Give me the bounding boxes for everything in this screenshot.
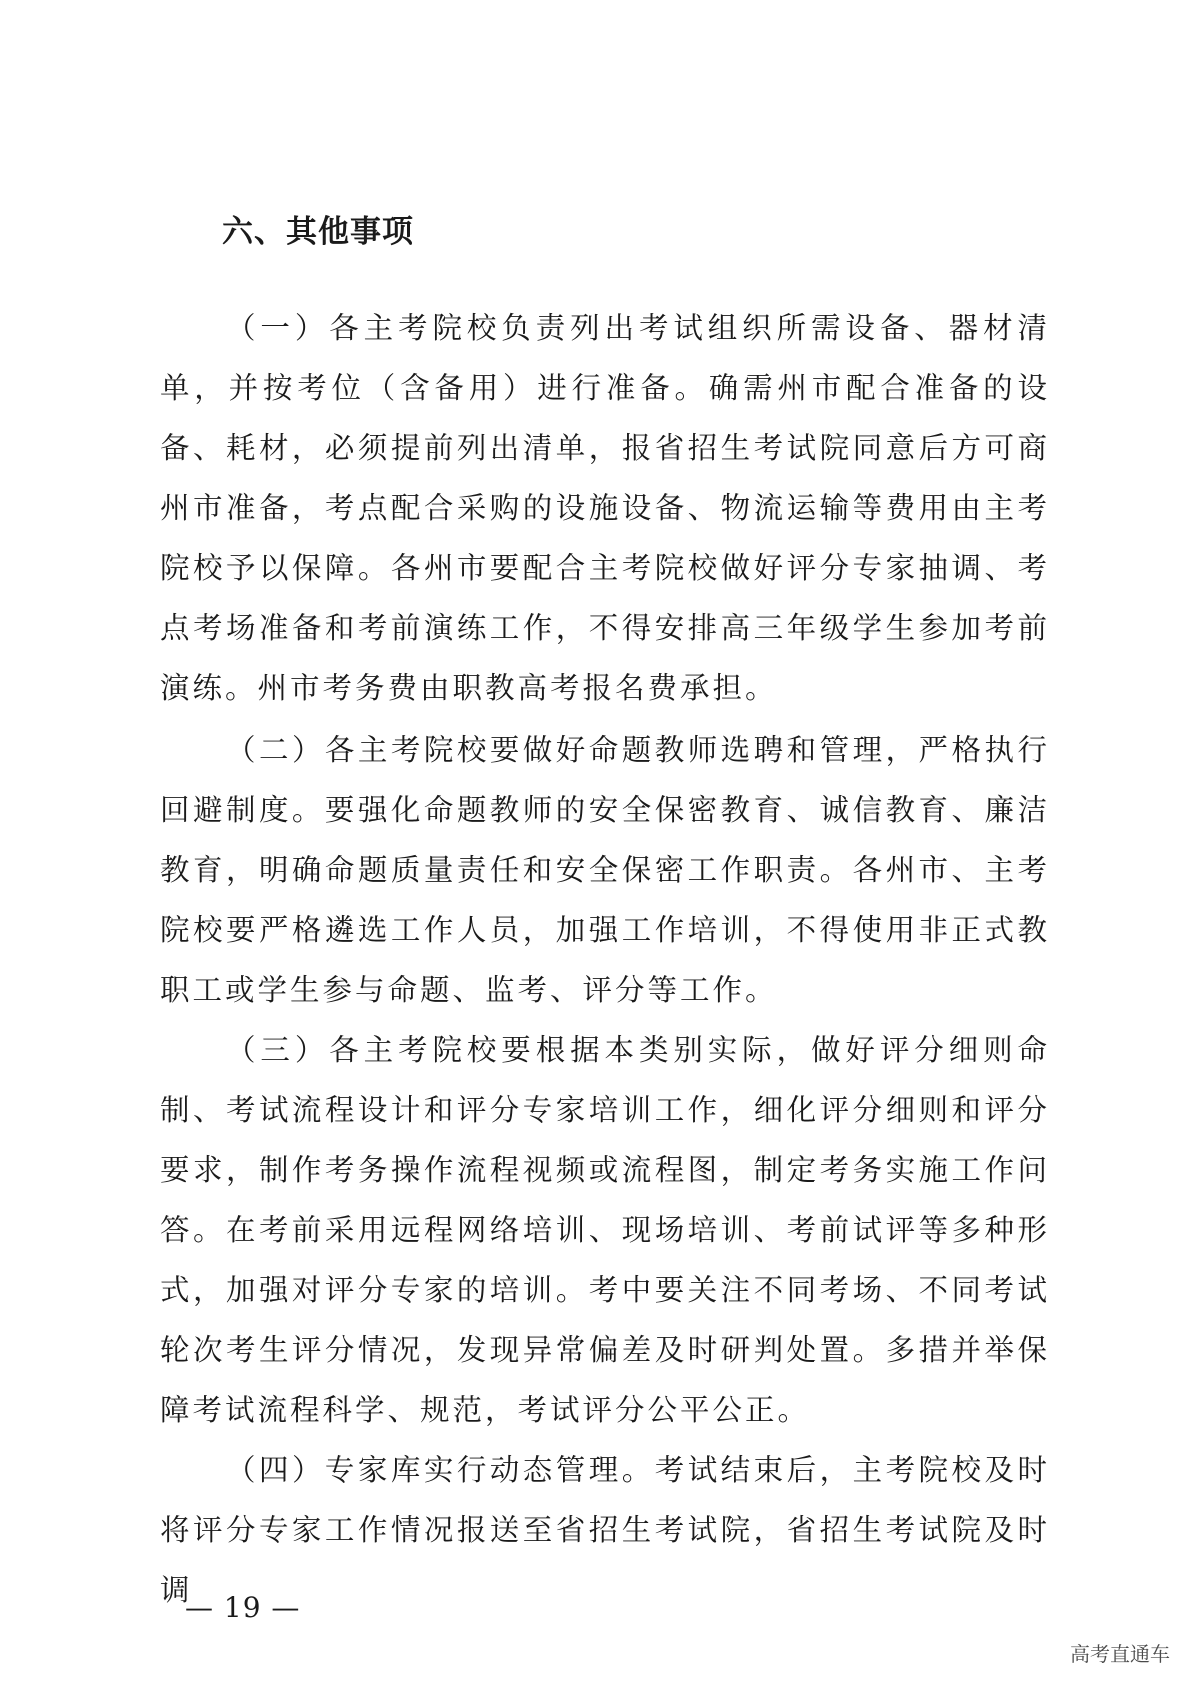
section-heading: 六、其他事项 [222,214,414,250]
page-number: — 19 — [185,1591,301,1624]
paragraph-2: （二）各主考院校要做好命题教师选聘和管理，严格执行回避制度。要强化命题教师的安全保密教育、诚信教育、廉洁教育，明确命题质量责任和安全保密工作职责。各州市、主考院校要严格遴选工作人员，加强工作培训，不得使用非正式教职工或学生参与命题、监考、评分等工作。 [160,732,1050,1007]
paragraph-1: （一）各主考院校负责列出考试组织所需设备、器材清单，并按考位（含备用）进行准备。确需州市配合准备的设备、耗材，必须提前列出清单，报省招生考试院同意后方可商州市准备，考点配合采购的设施设备、物流运输等费用由主考院校予以保障。各州市要配合主考院校做好评分专家抽调、考点考场准备和考前演练工作，不得安排高三年级学生参加考前演练。州市考务费由职教高考报名费承担。 [160,310,1050,705]
paragraph-3: （三）各主考院校要根据本类别实际，做好评分细则命制、考试流程设计和评分专家培训工作，细化评分细则和评分要求，制作考务操作流程视频或流程图，制定考务实施工作问答。在考前采用远程网络培训、现场培训、考前试评等多种形式，加强对评分专家的培训。考中要关注不同考场、不同考试轮次考生评分情况，发现异常偏差及时研判处置。多措并举保障考试流程科学、规范，考试评分公平公正。 [160,1032,1050,1427]
watermark: 高考直通车 [1070,1642,1170,1666]
paragraph-4: （四）专家库实行动态管理。考试结束后，主考院校及时将评分专家工作情况报送至省招生考试院，省招生考试院及时调 [160,1452,1050,1607]
